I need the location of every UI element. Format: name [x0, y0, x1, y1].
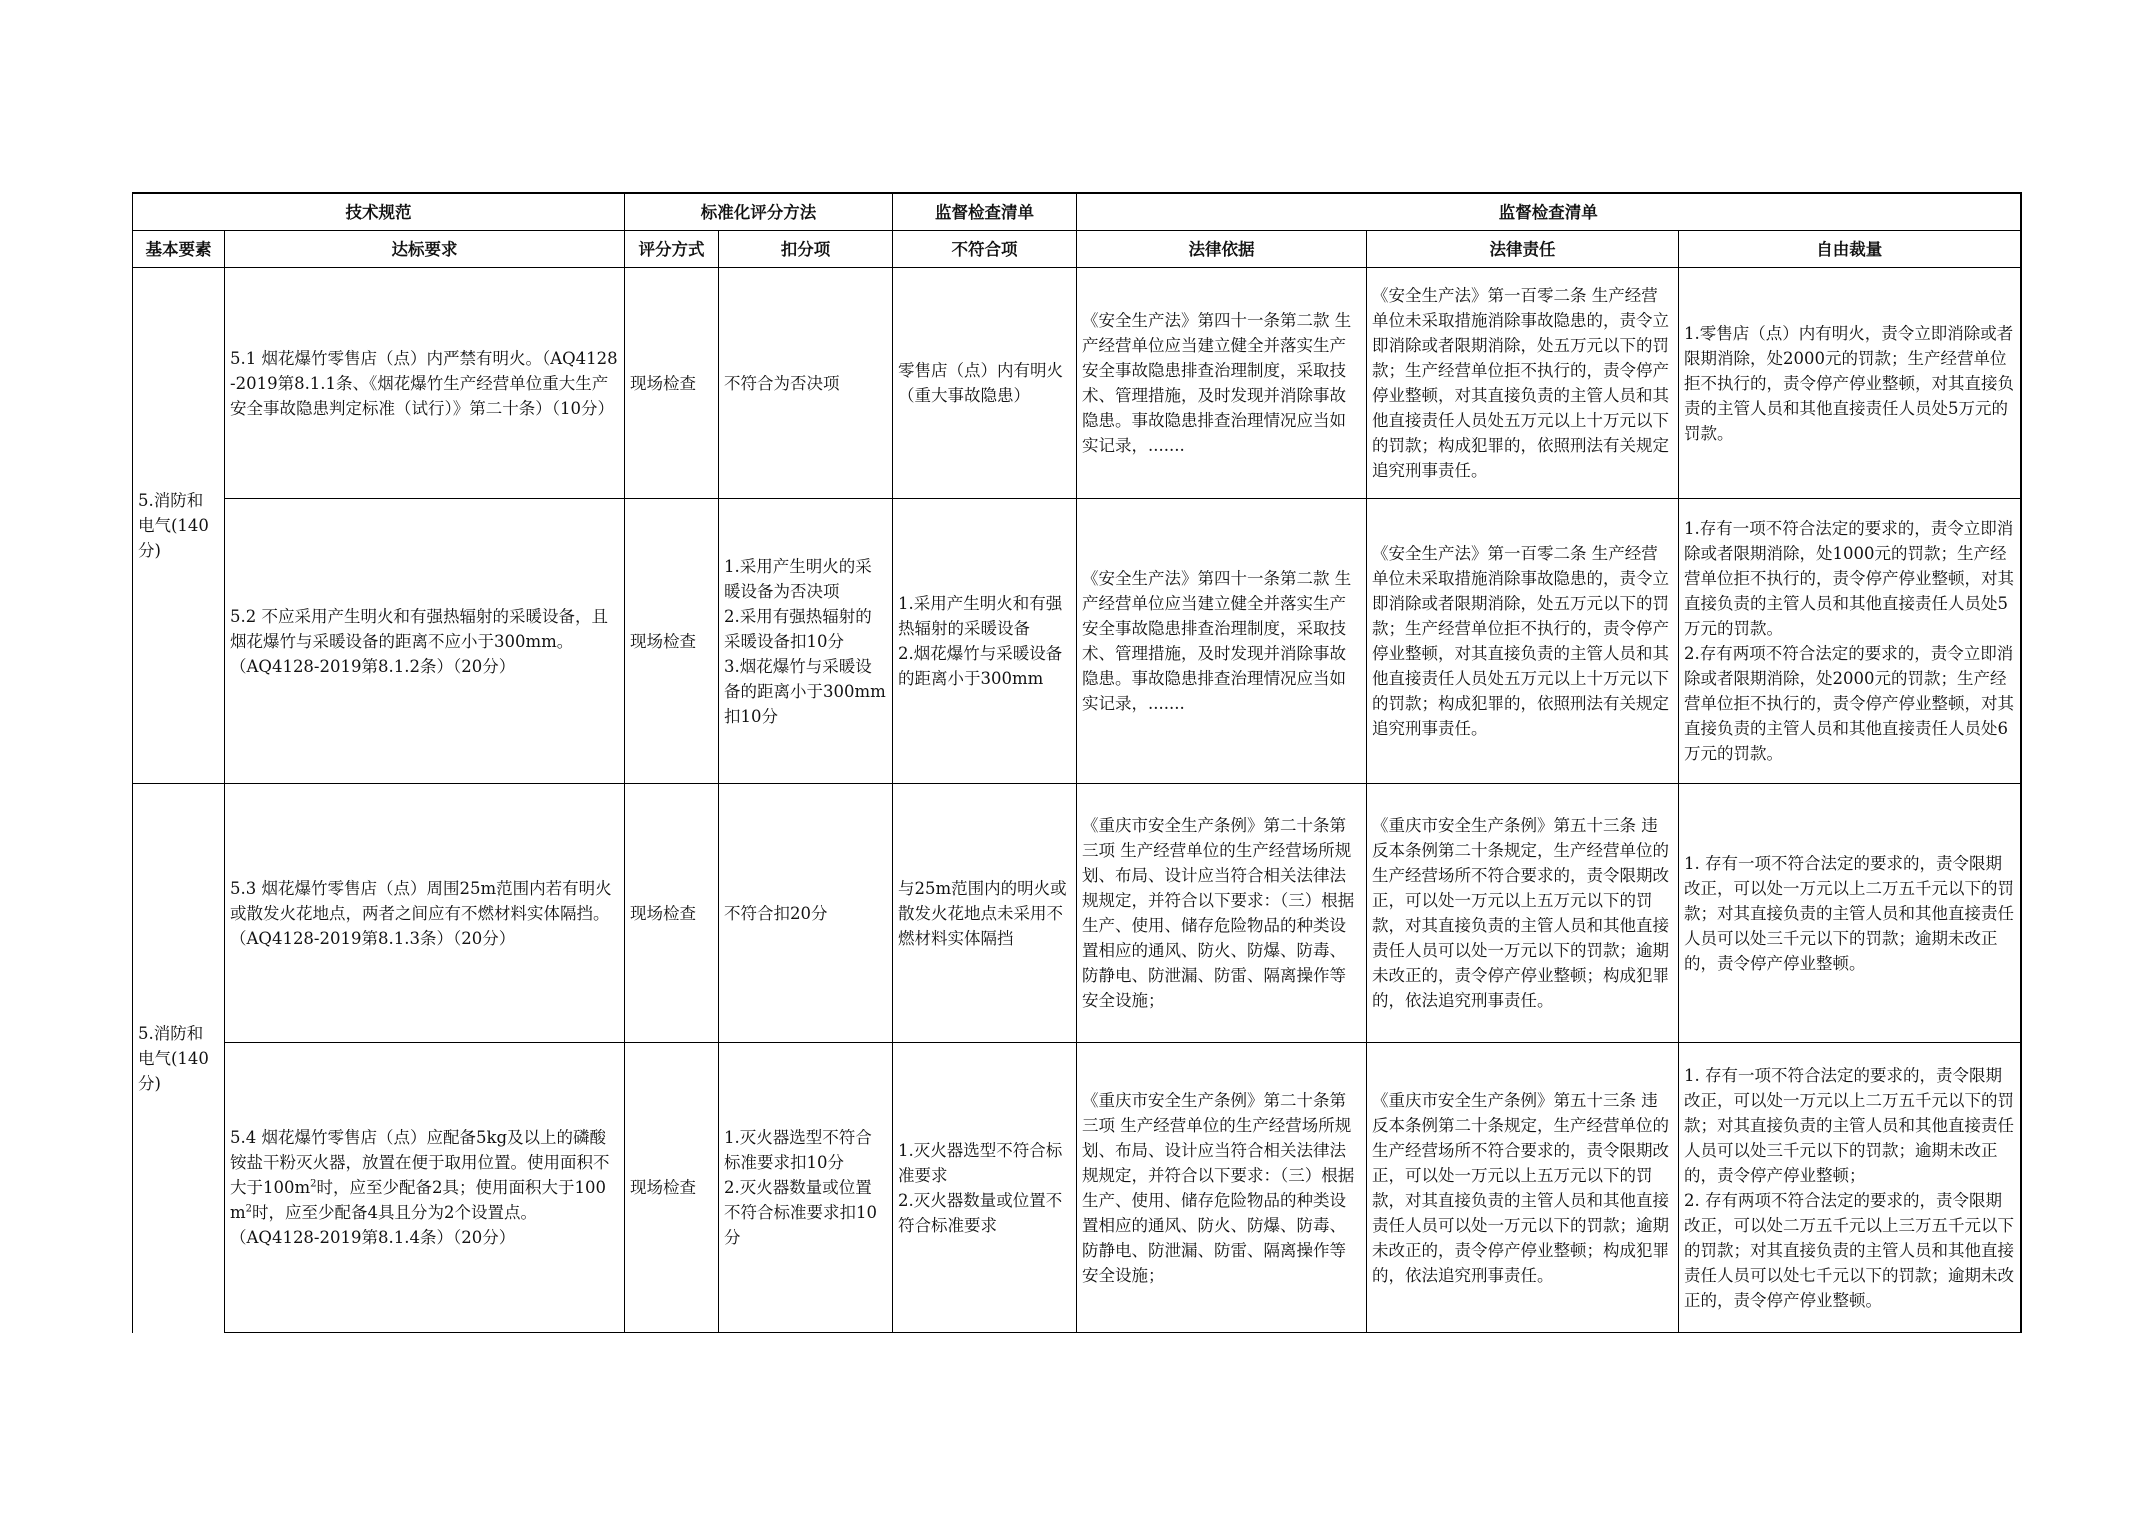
table-row — [133, 784, 2021, 1043]
deduction-item: 2.采用有强热辐射的采暖设备扣10分 — [724, 606, 872, 651]
discretion-item: 2.存有两项不符合法定的要求的，责令立即消除或者限期消除，处2000元的罚款；生产经营单位拒不执行的，责令停产停业整顿，对其直接负责的主管人员和其他直接责任人员处6万元的罚款。 — [1684, 644, 2014, 763]
method-cell: 现场检查 — [625, 268, 719, 499]
method-cell: 现场检查 — [625, 784, 719, 1043]
table-row — [133, 268, 2021, 499]
inspection-table — [132, 192, 2022, 1333]
deduction-cell — [719, 1043, 893, 1333]
deduction-cell: 不符合扣20分 — [719, 784, 893, 1043]
col-nonconform: 不符合项 — [893, 231, 1077, 268]
deduction-item: 1.灭火器选型不符合标准要求扣10分 — [724, 1128, 872, 1172]
requirement-cell — [225, 784, 625, 1043]
header-tech-spec: 技术规范 — [133, 193, 625, 231]
nonconform-item: 1.采用产生明火和有强热辐射的采暖设备 — [898, 594, 1063, 638]
requirement-ref: （AQ4128-2019第8.1.3条）（20分） — [230, 928, 516, 948]
deduction-item: 2.灭火器数量或位置不符合标准要求扣10分 — [724, 1178, 877, 1247]
col-method: 评分方式 — [625, 231, 719, 268]
col-element: 基本要素 — [133, 231, 225, 268]
discretion-cell — [1679, 1043, 2021, 1333]
nonconform-item: 2.灭火器数量或位置不符合标准要求 — [898, 1190, 1063, 1235]
deduction-cell — [719, 499, 893, 784]
column-header-row — [133, 231, 2021, 268]
col-requirement: 达标要求 — [225, 231, 625, 268]
legal-basis-cell: 《重庆市安全生产条例》第二十条第三项 生产经营单位的生产经营场所规划、布局、设计应当符合相关法律法规规定，并符合以下要求：（三）根据生产、使用、储存危险物品的种类设置相应的通风、防火、防爆、防毒、防静电、防泄漏、防雷、隔离操作等安全设施； — [1077, 784, 1367, 1043]
requirement-text: 5.3 烟花爆竹零售店（点）周围25m范围内若有明火或散发火花地点，两者之间应有不燃材料实体隔挡。 — [230, 878, 612, 923]
header-checklist-1: 监督检查清单 — [893, 193, 1077, 231]
nonconform-cell: 与25m范围内的明火或散发火花地点未采用不燃材料实体隔挡 — [893, 784, 1077, 1043]
col-discretion: 自由裁量 — [1679, 231, 2021, 268]
requirement-text: 5.2 不应采用产生明火和有强热辐射的采暖设备，且烟花爆竹与采暖设备的距离不应小于300mm。 — [230, 606, 608, 651]
document-page — [132, 192, 2020, 1330]
basic-element-cell: 5.消防和电气(140分) — [133, 784, 225, 1333]
discretion-item: 1. 存有一项不符合法定的要求的，责令限期改正，可以处一万元以上二万五千元以下的罚款；对其直接负责的主管人员和其他直接责任人员可以处三千元以下的罚款；逾期未改正的，责令停产停业整顿； — [1684, 1065, 2014, 1185]
col-legal-basis: 法律依据 — [1077, 231, 1367, 268]
header-checklist-2: 监督检查清单 — [1077, 193, 2021, 231]
discretion-cell: 1.零售店（点）内有明火，责令立即消除或者限期消除，处2000元的罚款；生产经营单位拒不执行的，责令停产停业整顿，对其直接负责的主管人员和其他直接责任人员处5万元的罚款。 — [1679, 268, 2021, 499]
discretion-cell — [1679, 499, 2021, 784]
nonconform-cell: 零售店（点）内有明火（重大事故隐患） — [893, 268, 1077, 499]
requirement-ref: （AQ4128-2019第8.1.2条）（20分） — [230, 656, 516, 676]
requirement-cell — [225, 1043, 625, 1333]
deduction-cell: 不符合为否决项 — [719, 268, 893, 499]
nonconform-item: 1.灭火器选型不符合标准要求 — [898, 1140, 1063, 1185]
legal-liability-cell: 《重庆市安全生产条例》第五十三条 违反本条例第二十条规定，生产经营单位的生产经营场所不符合要求的，责令限期改正，可以处一万元以上五万元以下的罚款，对其直接负责的主管人员和其他直接责任人员可以处一万元以下的罚款；逾期未改正的，责令停产停业整顿；构成犯罪的，依法追究刑事责任。 — [1367, 784, 1679, 1043]
legal-liability-cell: 《重庆市安全生产条例》第五十三条 违反本条例第二十条规定，生产经营单位的生产经营场所不符合要求的，责令限期改正，可以处一万元以上五万元以下的罚款，对其直接负责的主管人员和其他直接责任人员可以处一万元以下的罚款；逾期未改正的，责令停产停业整顿；构成犯罪的，依法追究刑事责任。 — [1367, 1043, 1679, 1333]
header-scoring-method: 标准化评分方法 — [625, 193, 893, 231]
group-header-row — [133, 193, 2021, 231]
nonconform-cell — [893, 499, 1077, 784]
method-cell: 现场检查 — [625, 1043, 719, 1333]
method-cell: 现场检查 — [625, 499, 719, 784]
nonconform-cell — [893, 1043, 1077, 1333]
legal-basis-cell: 《安全生产法》第四十一条第二款 生产经营单位应当建立健全并落实生产安全事故隐患排查治理制度，采取技术、管理措施，及时发现并消除事故隐患。事故隐患排查治理情况应当如实记录，....... — [1077, 268, 1367, 499]
legal-basis-cell: 《安全生产法》第四十一条第二款 生产经营单位应当建立健全并落实生产安全事故隐患排查治理制度，采取技术、管理措施，及时发现并消除事故隐患。事故隐患排查治理情况应当如实记录，....... — [1077, 499, 1367, 784]
col-deduction: 扣分项 — [719, 231, 893, 268]
legal-liability-cell: 《安全生产法》第一百零二条 生产经营单位未采取措施消除事故隐患的，责令立即消除或者限期消除，处五万元以下的罚款；生产经营单位拒不执行的，责令停产停业整顿，对其直接负责的主管人员和其他直接责任人员处五万元以上十万元以下的罚款；构成犯罪的，依照刑法有关规定追究刑事责任。 — [1367, 268, 1679, 499]
discretion-item: 2. 存有两项不符合法定的要求的，责令限期改正，可以处二万五千元以上三万五千元以下的罚款；对其直接负责的主管人员和其他直接责任人员可以处七千元以下的罚款；逾期未改正的，责令停产停业整顿。 — [1684, 1190, 2014, 1310]
requirement-text: 5.4 烟花爆竹零售店（点）应配备5kg及以上的磷酸铵盐干粉灭火器，放置在便于取用位置。使用面积不大于$100m^2$时，应至少配备2具；使用面积大于$100m^2$时，应至少配备4具且分为2个设置点。 — [230, 1128, 610, 1222]
requirement-cell: 5.1 烟花爆竹零售店（点）内严禁有明火。（AQ4128-2019第8.1.1条、《烟花爆竹生产经营单位重大生产安全事故隐患判定标准（试行）》第二十条）（10分） — [225, 268, 625, 499]
nonconform-item: 2.烟花爆竹与采暖设备的距离小于300mm — [898, 644, 1063, 688]
discretion-item: 1.存有一项不符合法定的要求的，责令立即消除或者限期消除，处1000元的罚款；生产经营单位拒不执行的，责令停产停业整顿，对其直接负责的主管人员和其他直接责任人员处5万元的罚款。 — [1684, 519, 2014, 638]
legal-liability-cell: 《安全生产法》第一百零二条 生产经营单位未采取措施消除事故隐患的，责令立即消除或者限期消除，处五万元以下的罚款；生产经营单位拒不执行的，责令停产停业整顿，对其直接负责的主管人员和其他直接责任人员处五万元以上十万元以下的罚款；构成犯罪的，依照刑法有关规定追究刑事责任。 — [1367, 499, 1679, 784]
table-row — [133, 1043, 2021, 1333]
discretion-cell: 1. 存有一项不符合法定的要求的，责令限期改正，可以处一万元以上二万五千元以下的罚款；对其直接负责的主管人员和其他直接责任人员可以处三千元以下的罚款；逾期未改正的，责令停产停业整顿。 — [1679, 784, 2021, 1043]
table-row — [133, 499, 2021, 784]
deduction-item: 3.烟花爆竹与采暖设备的距离小于300mm扣10分 — [724, 656, 886, 726]
col-legal-liability: 法律责任 — [1367, 231, 1679, 268]
deduction-item: 1.采用产生明火的采暖设备为否决项 — [724, 556, 872, 601]
legal-basis-cell: 《重庆市安全生产条例》第二十条第三项 生产经营单位的生产经营场所规划、布局、设计应当符合相关法律法规规定，并符合以下要求：（三）根据生产、使用、储存危险物品的种类设置相应的通风、防火、防爆、防毒、防静电、防泄漏、防雷、隔离操作等安全设施； — [1077, 1043, 1367, 1333]
requirement-cell — [225, 499, 625, 784]
basic-element-cell: 5.消防和电气(140分) — [133, 268, 225, 784]
requirement-ref: （AQ4128-2019第8.1.4条）（20分） — [230, 1228, 516, 1247]
